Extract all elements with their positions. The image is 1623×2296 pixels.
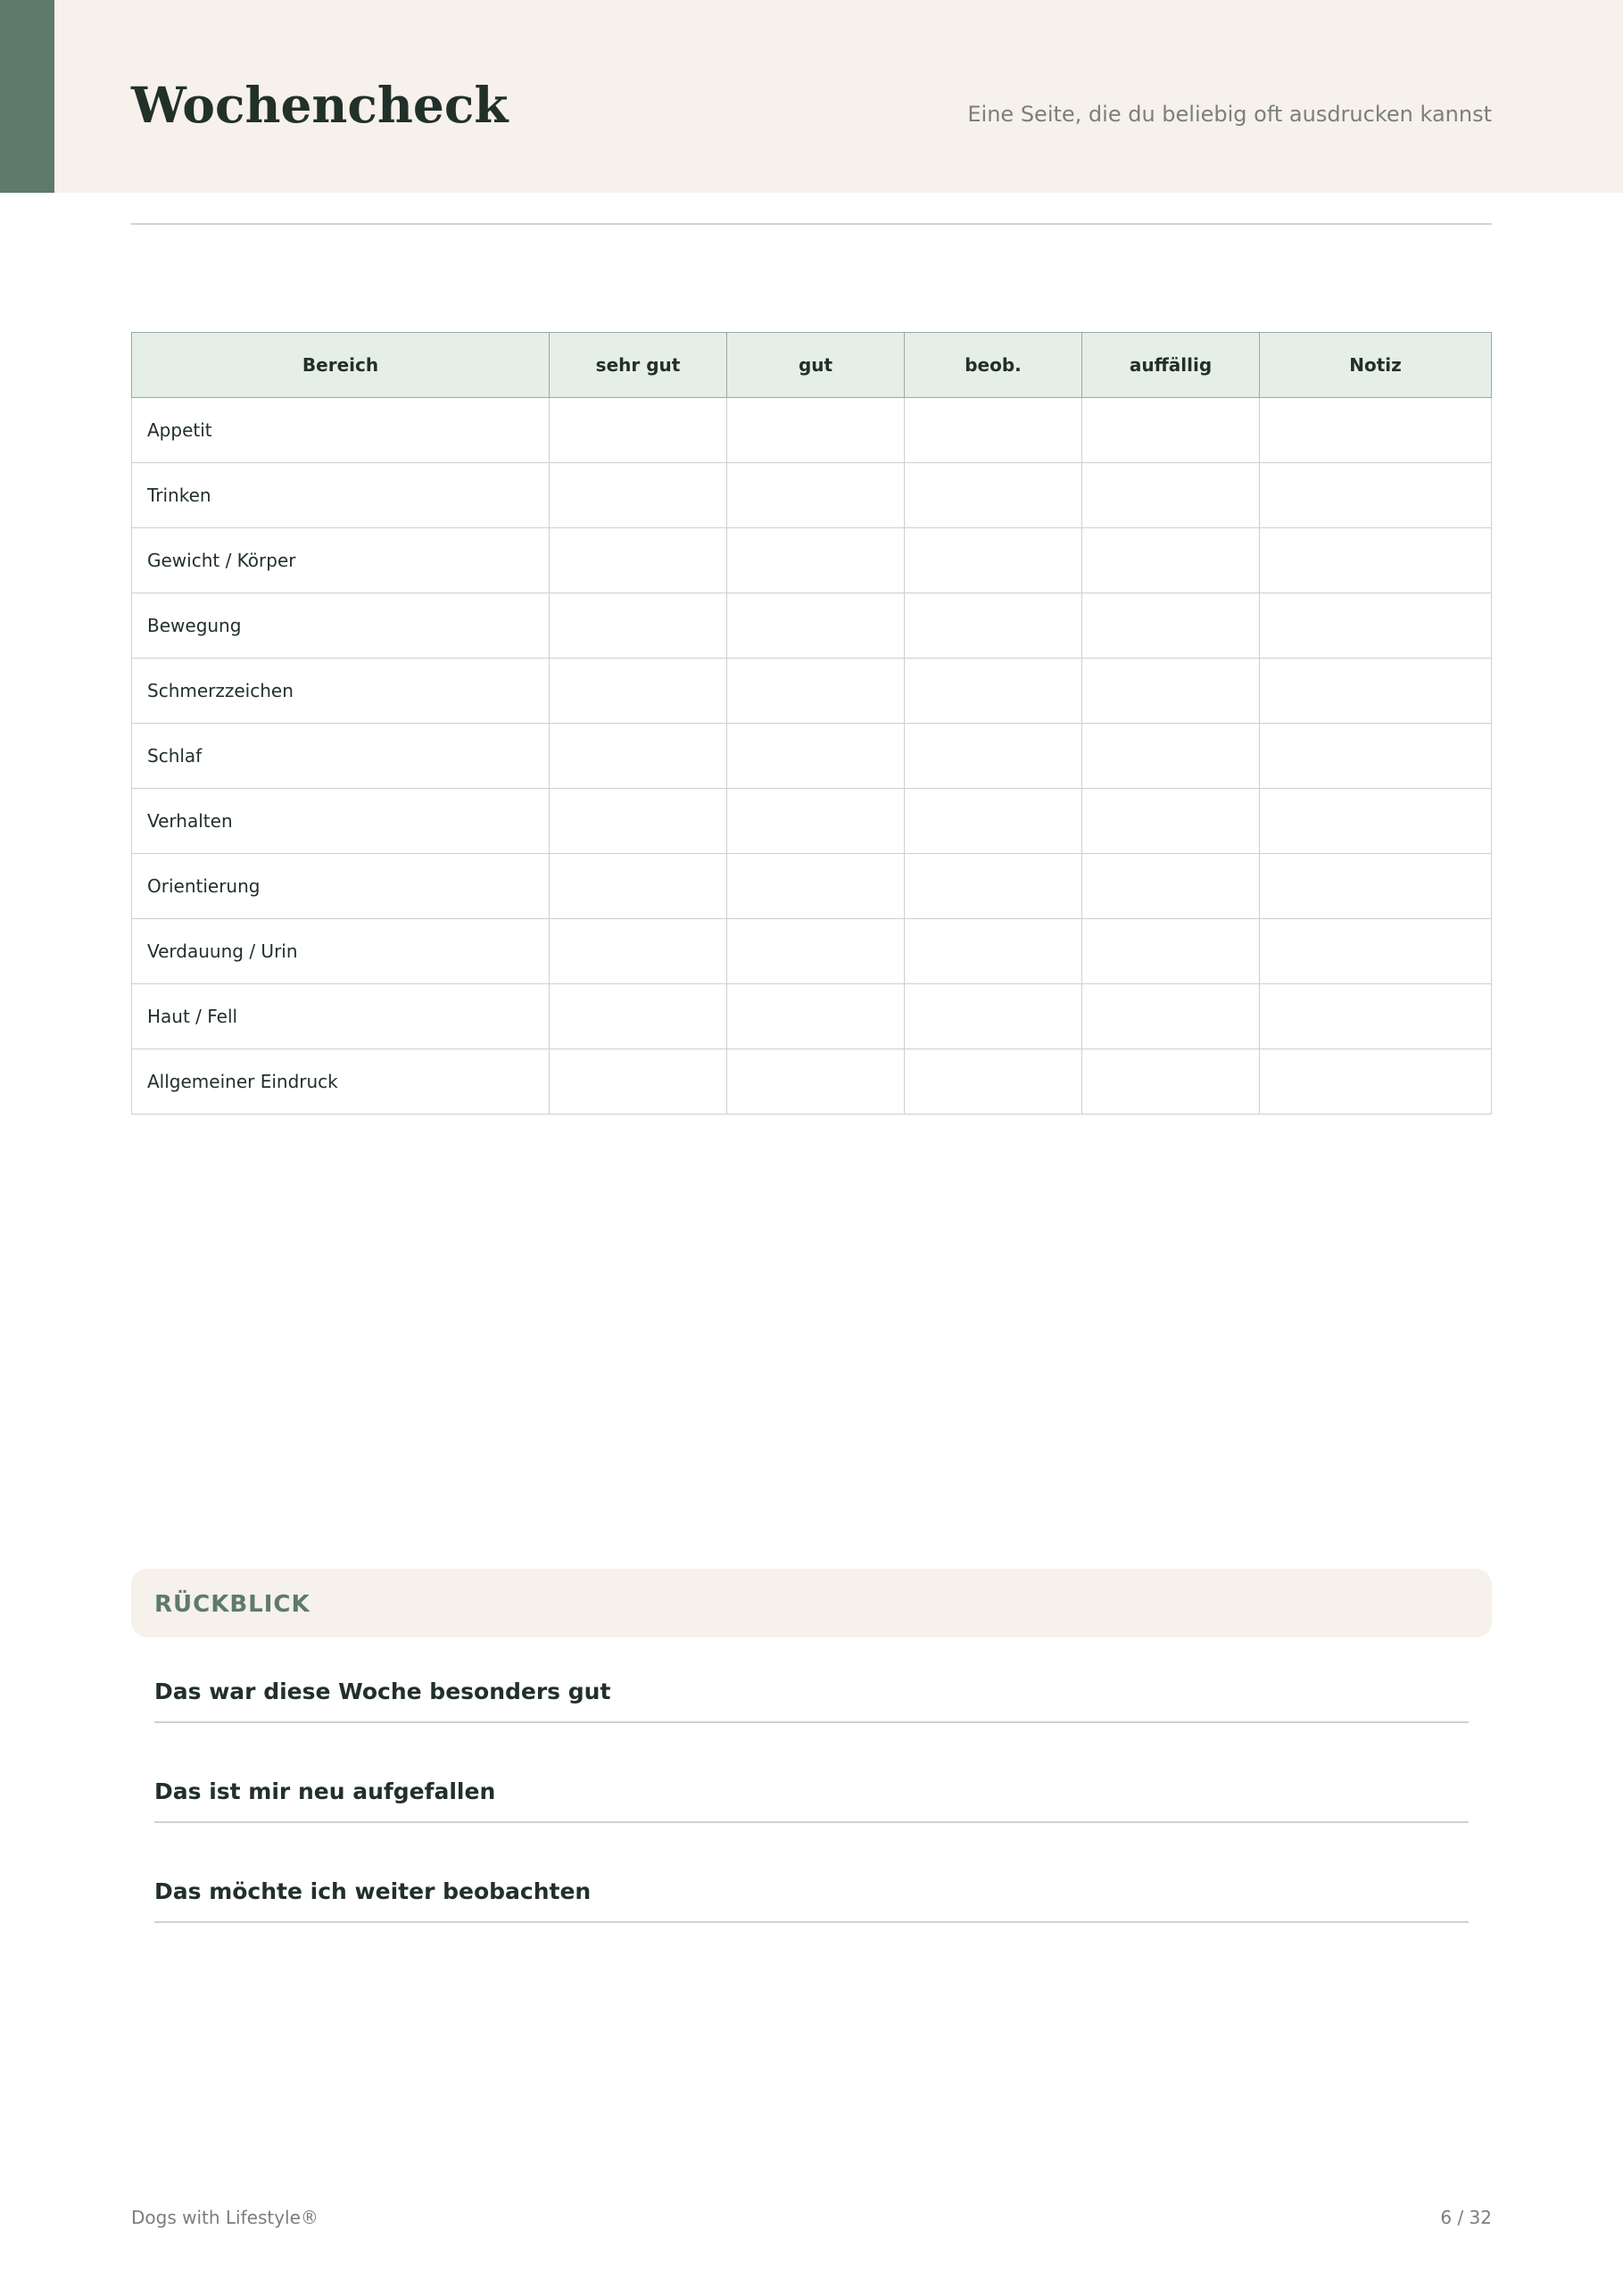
review-item (154, 1774, 1469, 1810)
table-row (132, 984, 1492, 1049)
row-area-label: Schmerzzeichen (132, 659, 550, 724)
cell-noticeable[interactable] (1082, 1049, 1260, 1115)
cell-observe[interactable] (905, 919, 1082, 984)
row-area-label: Bewegung (132, 593, 550, 659)
cell-note[interactable] (1260, 984, 1492, 1049)
column-header-note: Notiz (1260, 333, 1492, 398)
table-row (132, 463, 1492, 528)
cell-very-good[interactable] (550, 463, 727, 528)
column-header-good: gut (727, 333, 905, 398)
cell-noticeable[interactable] (1082, 463, 1260, 528)
cell-good[interactable] (727, 919, 905, 984)
cell-note[interactable] (1260, 919, 1492, 984)
review-write-line[interactable] (154, 1721, 1469, 1723)
cell-noticeable[interactable] (1082, 528, 1260, 593)
cell-very-good[interactable] (550, 659, 727, 724)
cell-note[interactable] (1260, 724, 1492, 789)
cell-note[interactable] (1260, 1049, 1492, 1115)
cell-good[interactable] (727, 593, 905, 659)
cell-observe[interactable] (905, 984, 1082, 1049)
cell-note[interactable] (1260, 659, 1492, 724)
table-header-row (132, 333, 1492, 398)
cell-very-good[interactable] (550, 984, 727, 1049)
cell-very-good[interactable] (550, 724, 727, 789)
table-row (132, 724, 1492, 789)
cell-very-good[interactable] (550, 1049, 727, 1115)
table-row (132, 919, 1492, 984)
cell-note[interactable] (1260, 528, 1492, 593)
cell-observe[interactable] (905, 398, 1082, 463)
review-title: RÜCKBLICK (154, 1591, 311, 1618)
cell-noticeable[interactable] (1082, 789, 1260, 854)
cell-noticeable[interactable] (1082, 854, 1260, 919)
cell-observe[interactable] (905, 789, 1082, 854)
cell-observe[interactable] (905, 1049, 1082, 1115)
review-item (154, 1874, 1469, 1910)
weekly-check-table (131, 332, 1492, 1115)
table-row (132, 789, 1492, 854)
page-title: Wochencheck (131, 76, 509, 134)
footer-brand: Dogs with Lifestyle® (131, 2207, 319, 2228)
cell-good[interactable] (727, 789, 905, 854)
row-area-label: Verdauung / Urin (132, 919, 550, 984)
table-body (132, 398, 1492, 1115)
header-divider (131, 223, 1492, 225)
row-area-label: Haut / Fell (132, 984, 550, 1049)
review-item-label: Das ist mir neu aufgefallen (154, 1778, 496, 1804)
cell-noticeable[interactable] (1082, 398, 1260, 463)
table-row (132, 659, 1492, 724)
review-item (154, 1674, 1469, 1710)
cell-noticeable[interactable] (1082, 593, 1260, 659)
cell-good[interactable] (727, 528, 905, 593)
row-area-label: Appetit (132, 398, 550, 463)
page-subtitle: Eine Seite, die du beliebig oft ausdrucken kannst (967, 102, 1492, 127)
cell-good[interactable] (727, 1049, 905, 1115)
cell-good[interactable] (727, 398, 905, 463)
column-header-very-good: sehr gut (550, 333, 727, 398)
cell-good[interactable] (727, 724, 905, 789)
page-number: 6 / 32 (1440, 2207, 1492, 2228)
cell-good[interactable] (727, 854, 905, 919)
table-row (132, 593, 1492, 659)
cell-note[interactable] (1260, 398, 1492, 463)
row-area-label: Allgemeiner Eindruck (132, 1049, 550, 1115)
row-area-label: Gewicht / Körper (132, 528, 550, 593)
cell-very-good[interactable] (550, 528, 727, 593)
cell-observe[interactable] (905, 593, 1082, 659)
cell-observe[interactable] (905, 854, 1082, 919)
cell-observe[interactable] (905, 659, 1082, 724)
cell-good[interactable] (727, 984, 905, 1049)
accent-bar (0, 0, 54, 193)
row-area-label: Verhalten (132, 789, 550, 854)
cell-noticeable[interactable] (1082, 724, 1260, 789)
cell-very-good[interactable] (550, 398, 727, 463)
review-item-label: Das möchte ich weiter beobachten (154, 1878, 592, 1904)
table-row (132, 854, 1492, 919)
review-write-line[interactable] (154, 1921, 1469, 1923)
cell-very-good[interactable] (550, 854, 727, 919)
review-item-label: Das war diese Woche besonders gut (154, 1678, 611, 1704)
cell-note[interactable] (1260, 789, 1492, 854)
cell-note[interactable] (1260, 854, 1492, 919)
cell-very-good[interactable] (550, 789, 727, 854)
cell-observe[interactable] (905, 463, 1082, 528)
table-row (132, 1049, 1492, 1115)
row-area-label: Trinken (132, 463, 550, 528)
cell-noticeable[interactable] (1082, 984, 1260, 1049)
cell-note[interactable] (1260, 463, 1492, 528)
cell-very-good[interactable] (550, 919, 727, 984)
row-area-label: Orientierung (132, 854, 550, 919)
cell-good[interactable] (727, 463, 905, 528)
cell-noticeable[interactable] (1082, 659, 1260, 724)
column-header-area: Bereich (132, 333, 550, 398)
table-row (132, 528, 1492, 593)
table-row (132, 398, 1492, 463)
cell-note[interactable] (1260, 593, 1492, 659)
review-write-line[interactable] (154, 1821, 1469, 1823)
column-header-noticeable: auffällig (1082, 333, 1260, 398)
row-area-label: Schlaf (132, 724, 550, 789)
column-header-observe: beob. (905, 333, 1082, 398)
cell-noticeable[interactable] (1082, 919, 1260, 984)
cell-good[interactable] (727, 659, 905, 724)
cell-observe[interactable] (905, 528, 1082, 593)
cell-observe[interactable] (905, 724, 1082, 789)
cell-very-good[interactable] (550, 593, 727, 659)
review-section-header (131, 1569, 1492, 1637)
